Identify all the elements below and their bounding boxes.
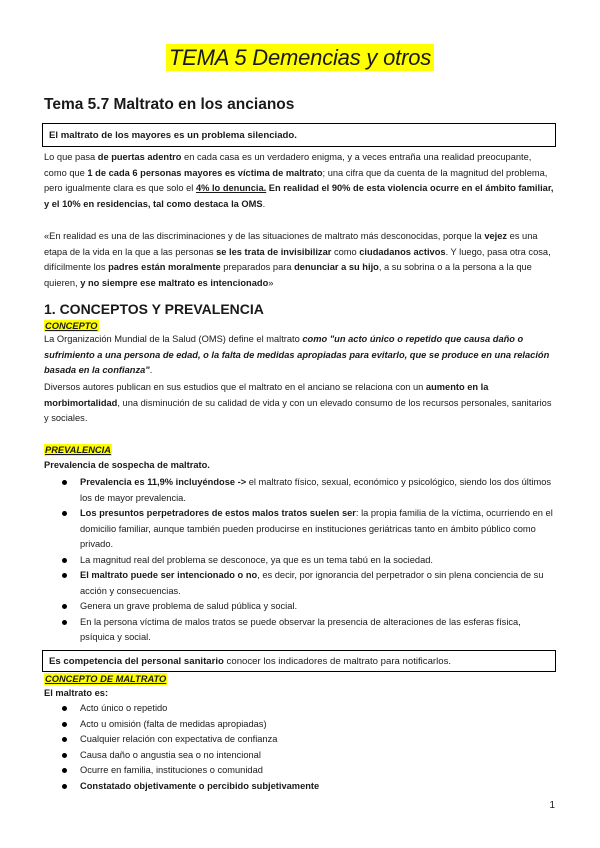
list-item bbox=[44, 748, 556, 764]
list-item bbox=[44, 475, 556, 506]
text-run-bold: El maltrato puede ser intencionado o no bbox=[80, 570, 258, 580]
bullet-icon bbox=[62, 480, 67, 485]
text-run: «En realidad es una de las discriminaciones y de las situaciones de maltrato más desconocidas, porque la bbox=[44, 231, 485, 241]
text-run-bold: Constatado objetivamente o percibido subjetivamente bbox=[80, 780, 320, 791]
text-run: , una disminución de su calidad de vida y con un elevado consumo de los recursos personales, sanitarios y sociales. bbox=[44, 397, 552, 423]
text-run-bold: vejez bbox=[484, 231, 508, 241]
bullet-icon bbox=[62, 784, 67, 789]
text-run: preparados para bbox=[220, 262, 295, 272]
text-run: . bbox=[262, 198, 266, 209]
label-prevalencia: PREVALENCIA bbox=[45, 445, 111, 455]
text-run: es una etapa de la vida en la que a las personas bbox=[44, 231, 538, 257]
text-run-bold: aumento en la morbimortalidad bbox=[44, 382, 489, 408]
text-run-bold: Es competencia del personal sanitario bbox=[49, 655, 224, 667]
text-run: . bbox=[149, 365, 153, 375]
page-number: 1 bbox=[549, 800, 555, 811]
highlight-box-competencia bbox=[42, 650, 556, 672]
bullet-icon bbox=[62, 737, 67, 742]
maltrato-list bbox=[44, 701, 556, 794]
list-item bbox=[44, 701, 556, 717]
text-run: . Y luego, pasa otra cosa, difícilmente los bbox=[44, 246, 551, 272]
bullet-icon bbox=[62, 620, 67, 625]
bullet-icon bbox=[62, 706, 67, 711]
document-title: TEMA 5 Demencias y otros bbox=[166, 44, 434, 71]
text-run: La Organización Mundial de la Salud (OMS) define el maltrato bbox=[44, 334, 303, 344]
list-item bbox=[44, 779, 556, 795]
text-run: » bbox=[268, 277, 274, 288]
list-item bbox=[44, 599, 556, 615]
list-item bbox=[44, 732, 556, 748]
text-run: Diversos autores publican en sus estudios que el maltrato en el anciano se relaciona con un bbox=[44, 382, 426, 392]
oms-definition-paragraph bbox=[44, 332, 556, 379]
text-run: Cualquier relación con expectativa de confianza bbox=[80, 734, 278, 744]
text-run-bold: Prevalencia es 11,9% incluyéndose -> bbox=[80, 477, 247, 487]
text-run-bold-italic: como "un acto único o repetido que causa daño o sufrimiento a una persona de edad, o la falta de medidas apropiadas para evitarlo, que se produce en una relación basada en la confianza" bbox=[44, 334, 550, 375]
highlight-box-silenciado bbox=[42, 123, 556, 147]
title-wrap bbox=[0, 44, 600, 71]
text-run-bold: 1 de cada 6 personas mayores es víctima de maltrato bbox=[87, 167, 323, 178]
text-run: Acto único o repetido bbox=[80, 703, 168, 713]
text-run: La magnitud real del problema se desconoce, ya que es un tema tabú en la sociedad. bbox=[80, 554, 433, 565]
text-run-bold-underline: 4% lo denuncia. bbox=[195, 183, 267, 193]
text-run: Genera un grave problema de salud pública y social. bbox=[80, 601, 298, 611]
list-item bbox=[44, 553, 556, 569]
text-run: , es decir, por ignorancia del perpetrador o sin plena conciencia de su acción y consecuencias. bbox=[80, 570, 544, 596]
text-run: como bbox=[331, 246, 360, 257]
bullet-icon bbox=[62, 768, 67, 773]
label-concepto-maltrato: CONCEPTO DE MALTRATO bbox=[45, 674, 167, 684]
text-run-bold: de puertas adentro bbox=[97, 152, 182, 162]
label-concepto: CONCEPTO bbox=[45, 321, 98, 331]
section-heading-conceptos: 1. CONCEPTOS Y PREVALENCIA bbox=[44, 301, 264, 317]
list-item bbox=[44, 506, 556, 553]
intro-paragraph bbox=[44, 150, 556, 212]
text-run: el maltrato físico, sexual, económico y psicológico, siendo los dos últimos los de mayor prevalencia. bbox=[80, 477, 552, 503]
text-run: : la propia familia de la víctima, ocurriendo en el domicilio familiar, aunque también pueden producirse en instituciones geriátricas tanto en ámbito público como privado. bbox=[80, 508, 553, 549]
list-item bbox=[44, 717, 556, 733]
list-item bbox=[44, 568, 556, 599]
text-run-bold: se les trata de invisibilizar bbox=[216, 246, 332, 257]
list-item bbox=[44, 763, 556, 779]
text-run: en cada casa es un verdadero enigma, y a veces entraña una realidad preocupante, como que bbox=[44, 152, 532, 178]
bullet-icon bbox=[62, 604, 67, 609]
maltrato-subheading: El maltrato es: bbox=[44, 688, 109, 698]
text-run: Ocurre en familia, instituciones o comunidad bbox=[80, 765, 263, 775]
text-run-bold: padres están moralmente bbox=[108, 262, 221, 272]
bullet-icon bbox=[62, 573, 67, 578]
text-run: Acto u omisión (falta de medidas apropiadas) bbox=[80, 718, 267, 729]
authors-paragraph bbox=[44, 380, 556, 427]
text-run: ; una cifra que da cuenta de la magnitud del problema, pero igualmente clara es que solo el bbox=[44, 167, 548, 193]
bullet-icon bbox=[62, 722, 67, 727]
text-run: Causa daño o angustia sea o no intencional bbox=[80, 749, 261, 760]
text-run-bold: denunciar a su hijo bbox=[294, 262, 379, 272]
prevalence-list bbox=[44, 475, 556, 646]
box-text bbox=[49, 656, 451, 667]
text-run: conocer los indicadores de maltrato para notificarlos. bbox=[223, 655, 452, 667]
bullet-icon bbox=[62, 558, 67, 563]
text-run: En la persona víctima de malos tratos se puede observar la presencia de alteraciones de las esferas física, psíquica y social. bbox=[80, 616, 521, 642]
box-text: El maltrato de los mayores es un problema silenciado. bbox=[49, 129, 297, 141]
text-run: , a su sobrina o a la persona a la que quieren, bbox=[44, 262, 532, 288]
quote-paragraph bbox=[44, 229, 556, 291]
prevalence-subheading: Prevalencia de sospecha de maltrato. bbox=[44, 460, 210, 470]
text-run-bold: Los presuntos perpetradores de estos malos tratos suelen ser bbox=[80, 508, 356, 518]
text-run-bold: ciudadanos activos bbox=[359, 246, 446, 257]
subtitle-heading: Tema 5.7 Maltrato en los ancianos bbox=[44, 96, 295, 113]
text-run-bold: En realidad el 90% de esta violencia ocurre en el ámbito familiar, y el 10% en residencias, tal como destaca la OMS bbox=[44, 183, 554, 209]
bullet-icon bbox=[62, 753, 67, 758]
bullet-icon bbox=[62, 511, 67, 516]
text-run-bold: y no siempre ese maltrato es intencionado bbox=[80, 277, 269, 288]
text-run: Lo que pasa bbox=[44, 152, 98, 162]
list-item bbox=[44, 615, 556, 646]
